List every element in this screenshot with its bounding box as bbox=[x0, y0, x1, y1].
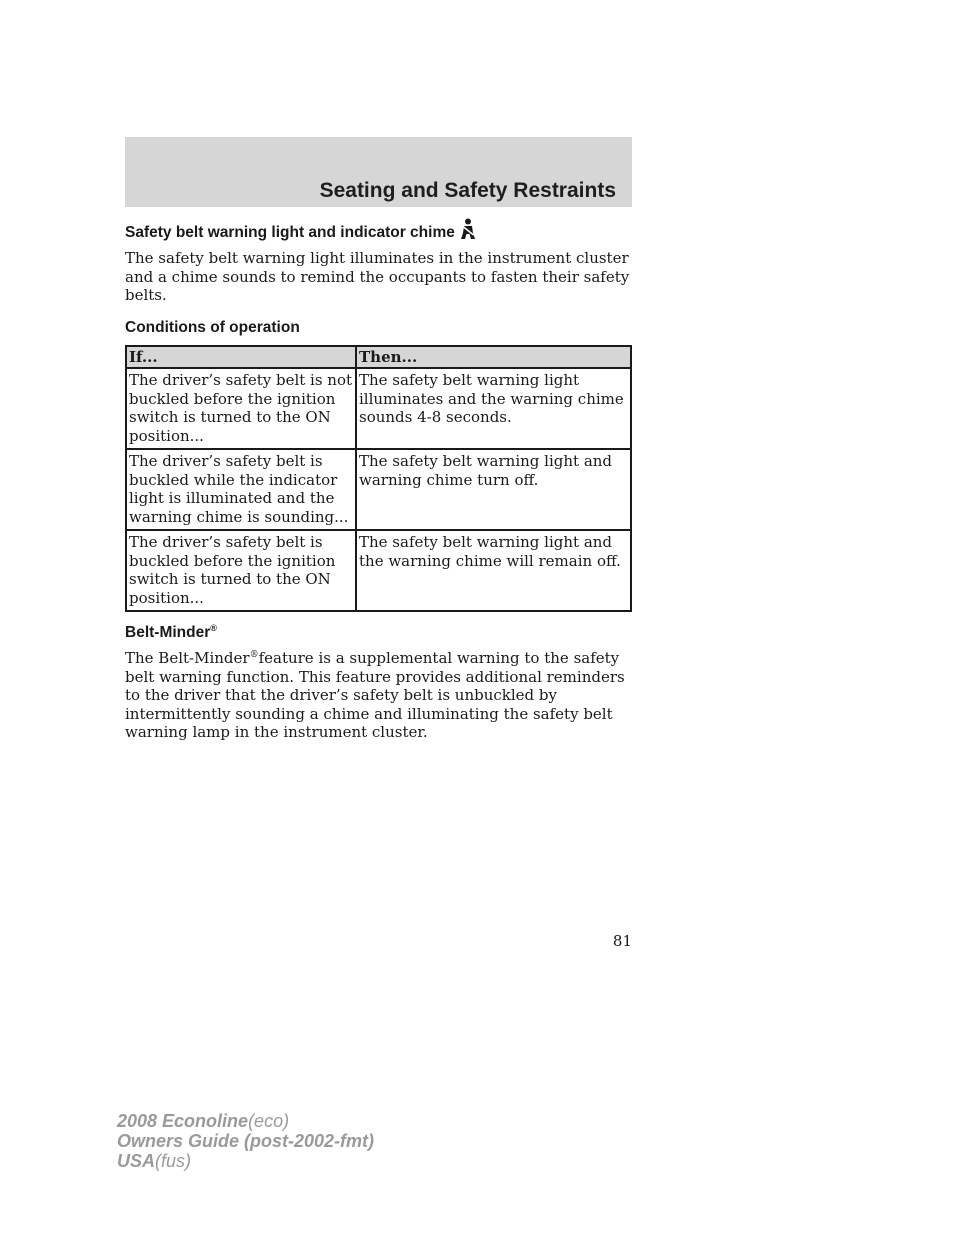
footer-line-guide bbox=[117, 1131, 374, 1151]
column-header-if: If... bbox=[126, 346, 356, 369]
chapter-title: Seating and Safety Restraints bbox=[319, 179, 616, 202]
section-heading-row bbox=[125, 222, 632, 244]
registered-mark: ® bbox=[210, 622, 217, 633]
table-cell-then: The safety belt warning light and warning chime turn off. bbox=[356, 449, 631, 530]
footer-line-market bbox=[117, 1151, 374, 1171]
table-cell-if: The driver’s safety belt is buckled while the indicator light is illuminated and the warning chime is sounding... bbox=[126, 449, 356, 530]
belt-minder-heading-text: Belt-Minder bbox=[125, 624, 211, 641]
footer-market: USA bbox=[117, 1151, 156, 1171]
safety-belt-warning-paragraph: The safety belt warning light illuminates in the instrument cluster and a chime sounds to remind the occupants to fasten their safety belts. bbox=[125, 249, 630, 304]
table-header-row bbox=[126, 346, 631, 369]
belt-minder-paragraph-prefix: The Belt-Minder bbox=[125, 649, 250, 667]
table-cell-then: The safety belt warning light and the warning chime will remain off. bbox=[359, 533, 621, 570]
belt-minder-paragraph bbox=[125, 649, 632, 742]
table-cell-if: The driver’s safety belt is buckled before the ignition switch is turned to the ON position... bbox=[126, 530, 356, 611]
conditions-table bbox=[125, 345, 632, 613]
footer-line-model bbox=[117, 1111, 374, 1131]
chapter-header-band bbox=[125, 137, 632, 207]
section-heading-safety-belt-warning: Safety belt warning light and indicator chime bbox=[125, 224, 455, 241]
column-header-then: Then... bbox=[356, 346, 631, 369]
footer-market-code: (fus) bbox=[155, 1151, 192, 1171]
page-content bbox=[125, 222, 632, 742]
footer-model: 2008 Econoline bbox=[117, 1111, 249, 1131]
section-heading-belt-minder bbox=[125, 622, 632, 644]
registered-mark: ® bbox=[249, 650, 259, 660]
table-cell-then: The safety belt warning light illuminates and the warning chime sounds 4-8 seconds. bbox=[356, 368, 631, 449]
belt-minder-paragraph-rest: feature is a supplemental warning to the safety belt warning function. This feature provides additional reminders to the driver that the driver’s safety belt is unbuckled by intermittently sounding a chime and illuminating the safety belt warning lamp in the instrument cluster. bbox=[125, 649, 625, 741]
footer-guide: Owners Guide (post-2002-fmt) bbox=[117, 1131, 375, 1151]
table-row bbox=[126, 530, 631, 611]
page-number: 81 bbox=[612, 932, 632, 950]
table-cell-if: The driver’s safety belt is not buckled before the ignition switch is turned to the ON position... bbox=[126, 368, 356, 449]
document-footer bbox=[117, 1111, 374, 1171]
section-heading-conditions: Conditions of operation bbox=[125, 318, 300, 336]
table-row bbox=[126, 449, 631, 530]
seatbelt-icon bbox=[458, 218, 478, 240]
table-row bbox=[126, 368, 631, 449]
footer-model-code: (eco) bbox=[248, 1111, 290, 1131]
